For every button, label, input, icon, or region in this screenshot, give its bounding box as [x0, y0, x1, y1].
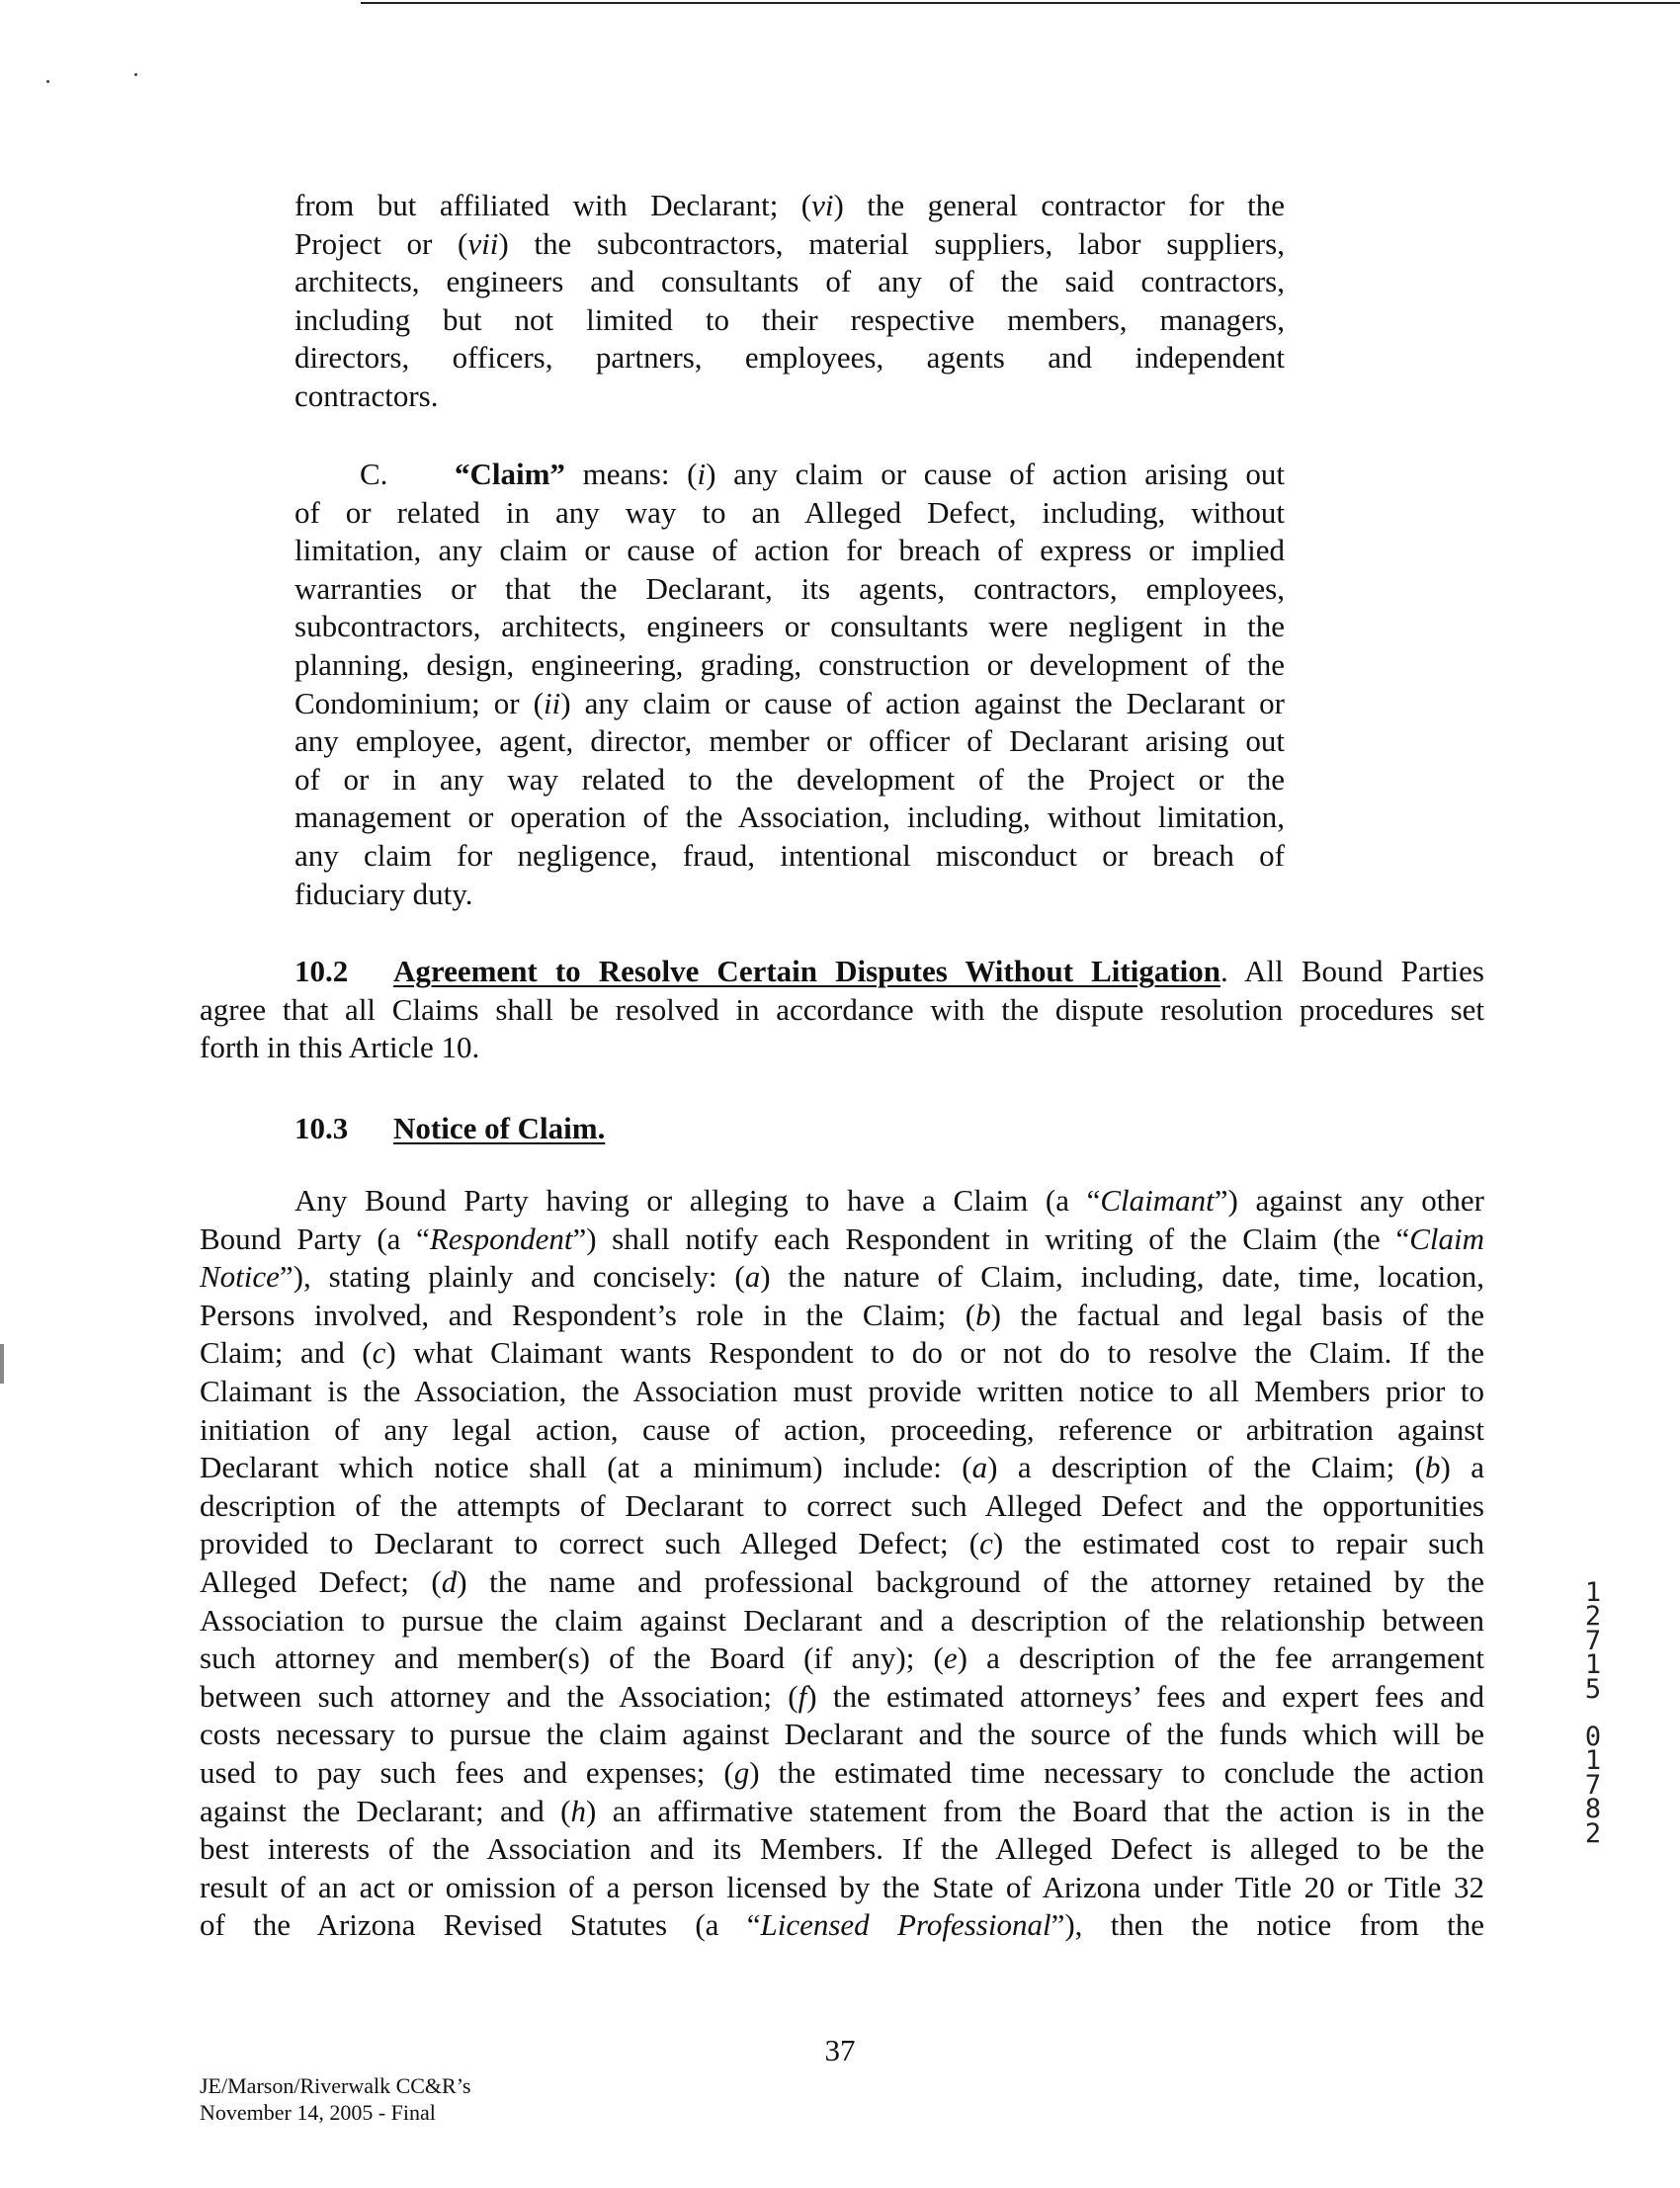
text-line: management or operation of the Association, including, without limitation,: [294, 799, 1285, 835]
section-title: Notice of Claim.: [393, 1111, 606, 1145]
text-line: Association to pursue the claim against Declarant and a description of the relationship between: [200, 1602, 1484, 1638]
page-number: 37: [824, 2033, 856, 2067]
text-line: Claim; and (c) what Claimant wants Respondent to do or not do to resolve the Claim. If the: [200, 1335, 1484, 1371]
bates-digit: 2: [1584, 1601, 1602, 1633]
text-line: forth in this Article 10.: [200, 1030, 480, 1065]
footer-document-id: JE/Marson/Riverwalk CC&R’s: [200, 2073, 471, 2098]
text-line: directors, officers, partners, employees, agents and independent: [294, 340, 1285, 376]
section-10-2: [200, 953, 1484, 1067]
text-line: architects, engineers and consultants of any of the said contractors,: [294, 264, 1285, 299]
document-footer: [200, 2072, 470, 2126]
section-10-3-heading: [294, 1110, 605, 1148]
text-line: any employee, agent, director, member or officer of Declarant arising out: [294, 723, 1285, 759]
text-line: Bound Party (a “Respondent”) shall notify each Respondent in writing of the Claim (the “Claim: [200, 1220, 1484, 1256]
text-line: fiduciary duty.: [294, 876, 473, 911]
bates-digit: 1: [1584, 1745, 1602, 1777]
bates-digit: 7: [1584, 1769, 1602, 1801]
text-line: subcontractors, architects, engineers or consultants were negligent in the: [294, 609, 1285, 644]
paragraph-letter: C.: [360, 457, 388, 491]
text-line: Claimant is the Association, the Association must provide written notice to all Members prior to: [200, 1373, 1484, 1408]
text-line: contractors.: [294, 378, 439, 413]
paragraph-c-claim-definition: [294, 456, 1285, 913]
text-line: Alleged Defect; (d) the name and professional background of the attorney retained by the: [200, 1563, 1484, 1599]
text-line: costs necessary to pursue the claim against Declarant and the source of the funds which will be: [200, 1717, 1484, 1752]
text-line: provided to Declarant to correct such Alleged Defect; (c) the estimated cost to repair such: [200, 1526, 1484, 1561]
section-number: 10.3: [294, 1111, 349, 1145]
text-line: result of an act or omission of a person licensed by the State of Arizona under Title 20 or Title 32: [200, 1869, 1484, 1904]
text-line: of or related in any way to an Alleged Defect, including, without: [294, 494, 1285, 530]
text-line: initiation of any legal action, cause of action, proceeding, reference or arbitration against: [200, 1411, 1484, 1447]
text-line: C. “Claim” means: (i) any claim or cause of action arising out: [294, 456, 1285, 494]
bates-digit: 1: [1584, 1577, 1602, 1608]
text-line: against the Declarant; and (h) an affirmative statement from the Board that the action is in the: [200, 1793, 1484, 1828]
bates-digit: 5: [1584, 1673, 1602, 1705]
paragraph-notice-of-claim: [200, 1182, 1484, 1945]
text-line: Any Bound Party having or alleging to have a Claim (a “Claimant”) against any other: [294, 1183, 1484, 1218]
section-title: Agreement to Resolve Certain Disputes Without Litigation: [393, 954, 1221, 988]
text-line: used to pay such fees and expenses; (g) the estimated time necessary to conclude the action: [200, 1754, 1484, 1790]
text-line: from but affiliated with Declarant; (vi) the general contractor for the: [294, 188, 1285, 222]
text-line: between such attorney and the Association; (f) the estimated attorneys’ fees and expert fees and: [200, 1678, 1484, 1714]
text-line: 10.2 Agreement to Resolve Certain Disputes Without Litigation. All Bound Parties: [200, 953, 1484, 991]
text-line: Persons involved, and Respondent’s role in the Claim; (b) the factual and legal basis of the: [200, 1297, 1484, 1332]
text-line: such attorney and member(s) of the Board (if any); (e) a description of the fee arrangement: [200, 1641, 1484, 1676]
text-line: agree that all Claims shall be resolved in accordance with the dispute resolution procedures set: [200, 991, 1484, 1027]
text-line: description of the attempts of Declarant to correct such Alleged Defect and the opportunities: [200, 1487, 1484, 1523]
text-line: Notice”), stating plainly and concisely: (a) the nature of Claim, including, date, time, location,: [200, 1259, 1484, 1295]
defined-term: “Claim”: [455, 457, 565, 491]
text-line: warranties or that the Declarant, its agents, contractors, employees,: [294, 570, 1285, 606]
scan-speck: [46, 80, 49, 83]
section-number: 10.2: [294, 954, 349, 988]
text-line: Project or (vii) the subcontractors, material suppliers, labor suppliers,: [294, 225, 1285, 261]
scan-margin-mark: [0, 1344, 4, 1384]
text-line: Declarant which notice shall (at a minimum) include: (a) a description of the Claim; (b) a: [200, 1450, 1484, 1485]
text-line: any claim for negligence, fraud, intentional misconduct or breach of: [294, 837, 1285, 873]
text-line: planning, design, engineering, grading, construction or development of the: [294, 646, 1285, 682]
text-line: best interests of the Association and its Members. If the Alleged Defect is alleged to be the: [200, 1831, 1484, 1867]
paragraph-b-continuation: [294, 187, 1285, 416]
bates-digit: 2: [1584, 1817, 1602, 1849]
text-line: including but not limited to their respective members, managers,: [294, 301, 1285, 337]
footer-date: November 14, 2005 - Final: [200, 2100, 436, 2125]
bates-digit: 1: [1584, 1649, 1602, 1681]
bates-stamp: [1578, 1577, 1608, 1849]
text-line: Condominium; or (ii) any claim or cause of action against the Declarant or: [294, 685, 1285, 720]
bates-digit: 0: [1584, 1722, 1602, 1753]
text-line: of the Arizona Revised Statutes (a “Licensed Professional”), then the notice from the: [200, 1907, 1484, 1943]
text-line: limitation, any claim or cause of action for breach of express or implied: [294, 533, 1285, 568]
bates-digit: 7: [1584, 1625, 1602, 1656]
scan-speck: [134, 73, 137, 76]
top-border-rule: [361, 2, 1680, 4]
text-line: of or in any way related to the development of the Project or the: [294, 761, 1285, 797]
bates-digit: 8: [1584, 1794, 1602, 1825]
